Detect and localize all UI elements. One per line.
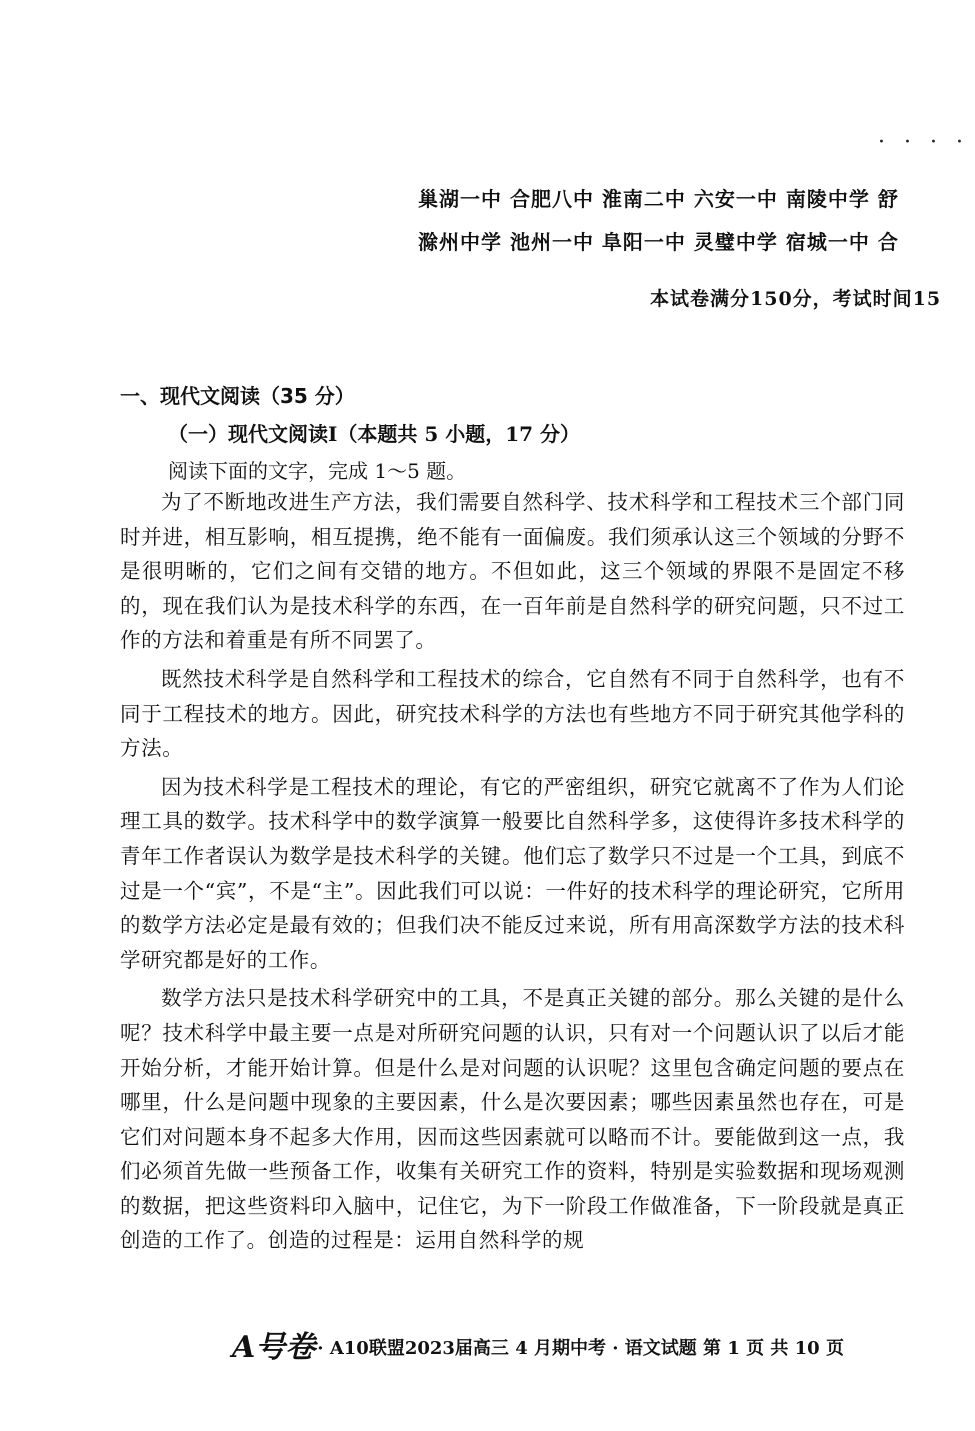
section-heading: 一、现代文阅读（35 分） bbox=[120, 384, 355, 408]
subsection-heading: （一）现代文阅读Ⅰ（本题共 5 小题，17 分） bbox=[168, 422, 580, 446]
reading-passage bbox=[120, 485, 905, 1262]
footer-text: · A10联盟2023届高三 4 月期中考 · 语文试题 第 1 页 共 10 页 bbox=[317, 1338, 844, 1359]
school-list-line-1: 巢湖一中 合肥八中 淮南二中 六安一中 南陵中学 舒 bbox=[418, 187, 899, 211]
brand-logo: A号卷 bbox=[232, 1330, 316, 1365]
passage-paragraph-1: 为了不断地改进生产方法，我们需要自然科学、技术科学和工程技术三个部门同时并进，相互影响，相互提携，绝不能有一面偏废。我们须承认这三个领域的分野不是很明晰的，它们之间有交错的地方。不但如此，这三个领域的界限不是固定不移的，现在我们认为是技术科学的东西，在一百年前是自然科学的研究问题，只不过工作的方法和着重是有所不同罢了。 bbox=[120, 490, 905, 653]
corner-marks: · · · · bbox=[878, 130, 969, 155]
school-list-line-2: 滁州中学 池州一中 阜阳一中 灵璧中学 宿城一中 合 bbox=[418, 230, 899, 254]
passage-paragraph-3: 因为技术科学是工程技术的理论，有它的严密组织，研究它就离不了作为人们论理工具的数学。技术科学中的数学演算一般要比自然科学多，这使得许多技术科学的青年工作者误认为数学是技术科学的关键。他们忘了数学只不过是一个工具，到底不过是一个“宾”，不是“主”。因此我们可以说：一件好的技术科学的理论研究，它所用的数学方法必定是最有效的；但我们决不能反过来说，所有用高深数学方法的技术科学研究都是好的工作。 bbox=[120, 774, 905, 972]
page-footer bbox=[232, 1322, 844, 1366]
reading-instruction: 阅读下面的文字，完成 1～5 题。 bbox=[168, 459, 467, 483]
exam-score-note: 本试卷满分150分，考试时间15 bbox=[650, 288, 942, 310]
passage-paragraph-4: 数学方法只是技术科学研究中的工具，不是真正关键的部分。那么关键的是什么呢？技术科学中最主要一点是对所研究问题的认识，只有对一个问题认识了以后才能开始分析，才能开始计算。但是什么是对问题的认识呢？这里包含确定问题的要点在哪里，什么是问题中现象的主要因素，什么是次要因素；哪些因素虽然也存在，可是它们对问题本身不起多大作用，因而这些因素就可以略而不计。要能做到这一点，我们必须首先做一些预备工作，收集有关研究工作的资料，特别是实验数据和现场观测的数据，把这些资料印入脑中，记住它，为下一阶段工作做准备，下一阶段就是真正创造的工作了。创造的过程是：运用自然科学的规 bbox=[120, 986, 905, 1253]
passage-paragraph-2: 既然技术科学是自然科学和工程技术的综合，它自然有不同于自然科学，也有不同于工程技术的地方。因此，研究技术科学的方法也有些地方不同于研究其他学科的方法。 bbox=[120, 666, 905, 761]
